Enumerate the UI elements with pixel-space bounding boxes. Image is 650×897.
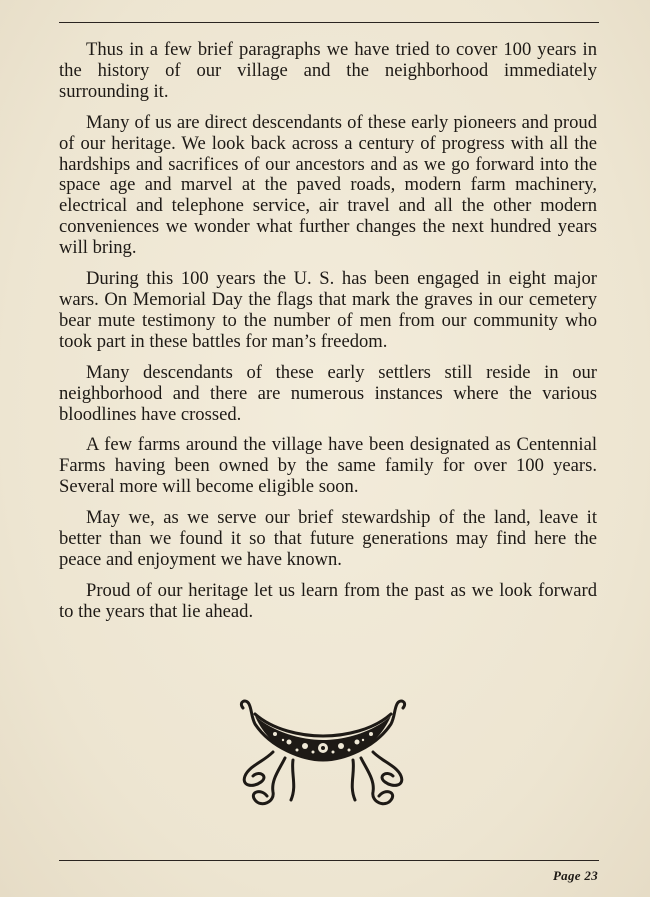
floral-garland-ornament-icon (233, 696, 413, 824)
top-rule (59, 22, 599, 23)
paragraph-1: Thus in a few brief paragraphs we have tried to cover 100 years in the history of our village and the neighborhood immediately surrounding it. (59, 39, 597, 102)
paragraph-7: Proud of our heritage let us learn from the past as we look forward to the years that lie ahead. (59, 579, 597, 622)
paragraph-6: May we, as we serve our brief stewardship of the land, leave it better than we found it so that future generations may find here the peace and enjoyment we have known. (59, 507, 597, 570)
body-text (59, 40, 597, 633)
paragraph-3: During this 100 years the U. S. has been engaged in eight major wars. On Memorial Day the flags that mark the graves in our cemetery bear mute testimony to the number of men from our community who took part in these battles for man’s freedom. (59, 268, 597, 352)
paragraph-5: A few farms around the village have been designated as Centennial Farms having been owned by the same family for over 100 years. Several more will become eligible soon. (59, 434, 597, 498)
bottom-rule (59, 860, 599, 861)
paragraph-4: Many descendants of these early settlers still reside in our neighborhood and there are numerous instances where the various bloodlines have crossed. (59, 361, 597, 425)
page-number: Page 23 (552, 868, 598, 883)
paragraph-2: Many of us are direct descendants of these early pioneers and proud of our heritage. We look back across a century of progress with all the hardships and sacrifices of our ancestors and as we go forward into the space age and marvel at the paved roads, modern farm machinery, electrical and telephone service, air travel and all the other modern conveniences we wonder what further changes the next hundred years will bring. (59, 111, 597, 259)
